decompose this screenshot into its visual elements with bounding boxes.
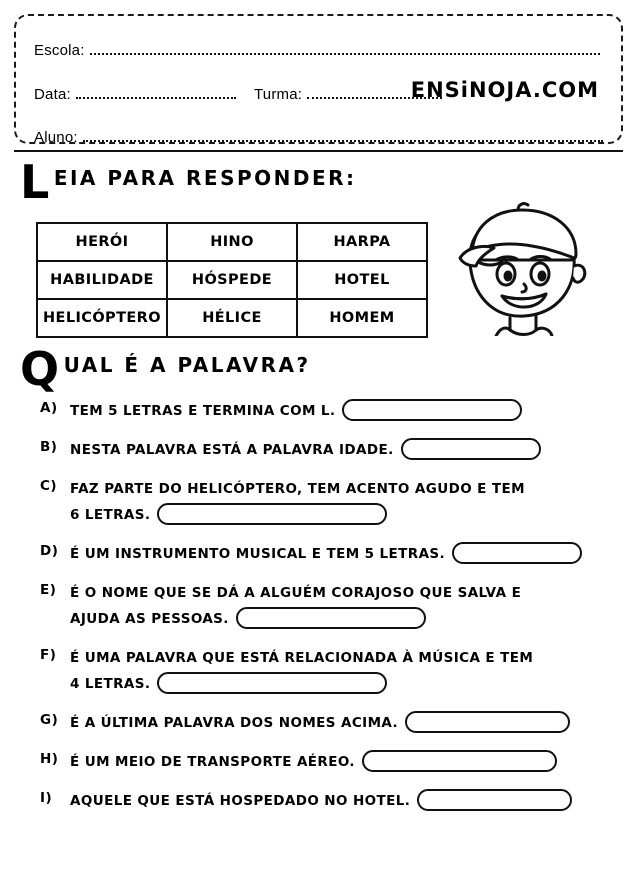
word-cell: HABILIDADE bbox=[37, 261, 167, 299]
question-letter: B) bbox=[40, 439, 58, 455]
school-field-row bbox=[34, 42, 609, 59]
question-body bbox=[70, 749, 610, 775]
read-dropcap: L bbox=[20, 155, 52, 209]
answer-input-h[interactable] bbox=[362, 750, 557, 772]
header-divider bbox=[14, 150, 623, 152]
question-text-line2: AJUDA AS PESSOAS. bbox=[70, 611, 229, 627]
question-item-e bbox=[40, 580, 610, 632]
question-body bbox=[70, 580, 610, 632]
question-letter: E) bbox=[40, 582, 57, 598]
read-section-title bbox=[20, 155, 357, 209]
word-cell: HÉLICE bbox=[167, 299, 297, 337]
table-row bbox=[37, 223, 427, 261]
question-letter: G) bbox=[40, 712, 59, 728]
table-row bbox=[37, 299, 427, 337]
question-text: É O NOME QUE SE DÁ A ALGUÉM CORAJOSO QUE SALVA E bbox=[70, 585, 522, 601]
answer-input-b[interactable] bbox=[401, 438, 541, 460]
answer-input-g[interactable] bbox=[405, 711, 570, 733]
question-section-title bbox=[20, 342, 311, 396]
question-letter: C) bbox=[40, 478, 58, 494]
date-label: Data: bbox=[34, 86, 71, 103]
school-write-line[interactable] bbox=[90, 42, 600, 55]
student-info-box bbox=[14, 14, 623, 144]
question-body bbox=[70, 541, 610, 567]
question-item-g bbox=[40, 710, 610, 736]
question-body bbox=[70, 645, 610, 697]
answer-input-c[interactable] bbox=[157, 503, 387, 525]
word-bank-table bbox=[36, 222, 428, 338]
question-body bbox=[70, 788, 610, 814]
question-list bbox=[40, 398, 610, 827]
word-cell: HÓSPEDE bbox=[167, 261, 297, 299]
question-text: É UM INSTRUMENTO MUSICAL E TEM 5 LETRAS. bbox=[70, 546, 446, 562]
question-text: É A ÚLTIMA PALAVRA DOS NOMES ACIMA. bbox=[70, 715, 399, 731]
word-cell: HELICÓPTERO bbox=[37, 299, 167, 337]
student-field-row bbox=[34, 129, 609, 146]
question-item-f bbox=[40, 645, 610, 697]
question-letter: F) bbox=[40, 647, 57, 663]
question-text: É UMA PALAVRA QUE ESTÁ RELACIONADA À MÚSICA E TEM bbox=[70, 650, 534, 666]
question-text: AQUELE QUE ESTÁ HOSPEDADO NO HOTEL. bbox=[70, 793, 411, 809]
boy-illustration-icon bbox=[432, 196, 612, 336]
word-cell: HOMEM bbox=[297, 299, 427, 337]
question-title-text: UAL É A PALAVRA? bbox=[63, 353, 311, 377]
student-write-line[interactable] bbox=[83, 129, 603, 142]
class-label: Turma: bbox=[254, 86, 303, 103]
question-item-d bbox=[40, 541, 610, 567]
question-body bbox=[70, 398, 610, 424]
question-letter: H) bbox=[40, 751, 59, 767]
answer-input-d[interactable] bbox=[452, 542, 582, 564]
question-text: É UM MEIO DE TRANSPORTE AÉREO. bbox=[70, 754, 355, 770]
question-item-b bbox=[40, 437, 610, 463]
question-item-c bbox=[40, 476, 610, 528]
question-body bbox=[70, 476, 610, 528]
question-body bbox=[70, 437, 610, 463]
question-letter: D) bbox=[40, 543, 59, 559]
student-label: Aluno: bbox=[34, 129, 78, 146]
question-body bbox=[70, 710, 610, 736]
question-dropcap: Q bbox=[20, 342, 62, 396]
table-row bbox=[37, 261, 427, 299]
site-logo: ENSiNOJA.COM bbox=[410, 78, 599, 102]
answer-input-f[interactable] bbox=[157, 672, 387, 694]
question-item-i bbox=[40, 788, 610, 814]
question-item-h bbox=[40, 749, 610, 775]
answer-input-i[interactable] bbox=[417, 789, 572, 811]
question-text: TEM 5 LETRAS E TERMINA COM L. bbox=[70, 403, 336, 419]
word-cell: HERÓI bbox=[37, 223, 167, 261]
question-text-line2: 6 LETRAS. bbox=[70, 507, 151, 523]
word-cell: HARPA bbox=[297, 223, 427, 261]
read-title-text: EIA PARA RESPONDER: bbox=[53, 166, 357, 190]
date-field-row bbox=[34, 86, 236, 103]
word-bank-body bbox=[37, 223, 427, 337]
question-letter: I) bbox=[40, 790, 53, 806]
word-cell: HINO bbox=[167, 223, 297, 261]
question-text: FAZ PARTE DO HELICÓPTERO, TEM ACENTO AGUDO E TEM bbox=[70, 481, 525, 497]
question-text-line2: 4 LETRAS. bbox=[70, 676, 151, 692]
question-text: NESTA PALAVRA ESTÁ A PALAVRA IDADE. bbox=[70, 442, 394, 458]
school-label: Escola: bbox=[34, 42, 85, 59]
answer-input-e[interactable] bbox=[236, 607, 426, 629]
question-item-a bbox=[40, 398, 610, 424]
word-cell: HOTEL bbox=[297, 261, 427, 299]
question-letter: A) bbox=[40, 400, 58, 416]
answer-input-a[interactable] bbox=[342, 399, 522, 421]
date-write-line[interactable] bbox=[76, 86, 236, 99]
